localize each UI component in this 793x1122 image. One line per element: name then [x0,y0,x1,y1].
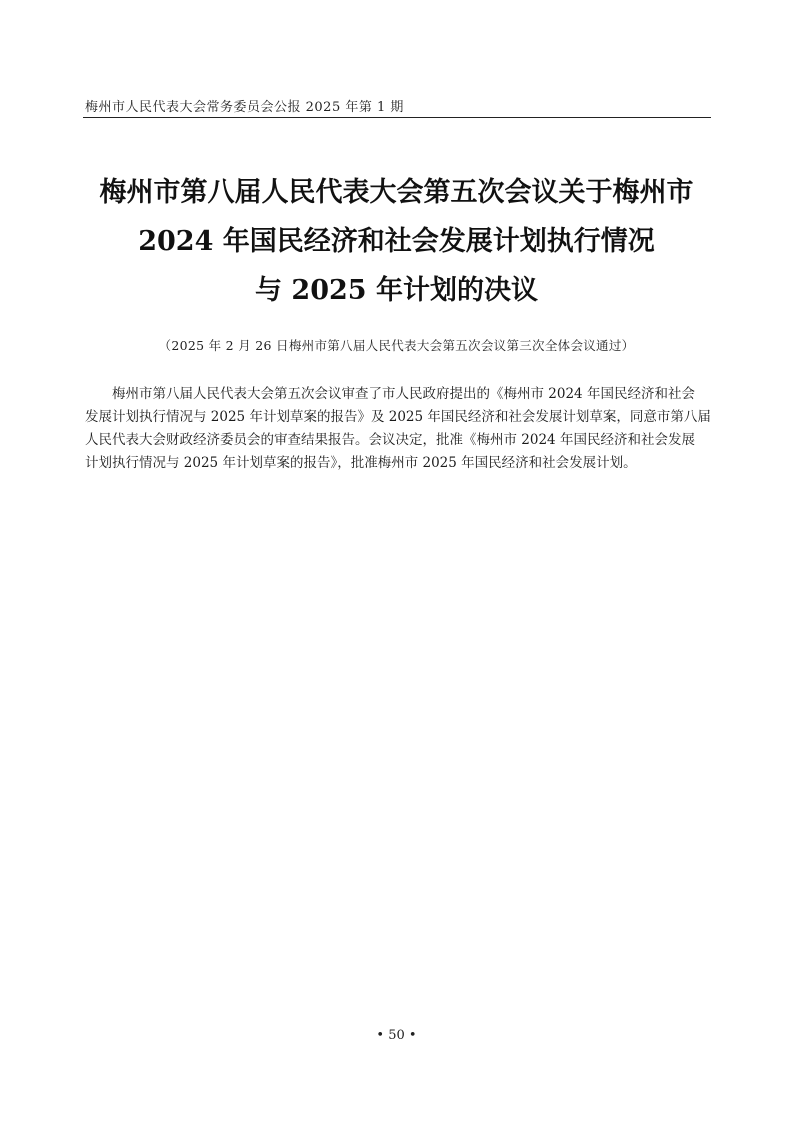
title-line-3: 与 2025 年计划的决议 [255,275,538,306]
resolution-body [85,383,711,475]
title-line-1: 梅州市第八届人民代表大会第五次会议关于梅州市 [99,177,694,208]
body-line-2: 发展计划执行情况与 2025 年计划草案的报告》及 2025 年国民经济和社会发展计划草案，同意市第八届 [85,409,711,425]
body-line-4: 计划执行情况与 2025 年计划草案的报告》，批准梅州市 2025 年国民经济和社会发展计划。 [85,455,637,471]
body-line-1: 梅州市第八届人民代表大会第五次会议审查了市人民政府提出的《梅州市 2024 年国民经济和社会 [112,386,695,402]
header-rule [83,117,711,118]
adoption-note: （2025 年 2 月 26 日梅州市第八届人民代表大会第五次会议第三次全体会议通过） [158,338,635,353]
body-line-3: 人民代表大会财政经济委员会的审查结果报告。会议决定，批准《梅州市 2024 年国民经济和社会发展 [85,432,695,448]
title-line-2: 2024 年国民经济和社会发展计划执行情况 [138,226,655,257]
running-header: 梅州市人民代表大会常务委员会公报 2025 年第 1 期 [85,100,404,115]
document-title [60,168,733,315]
page-number: • 50 • [376,1028,417,1043]
